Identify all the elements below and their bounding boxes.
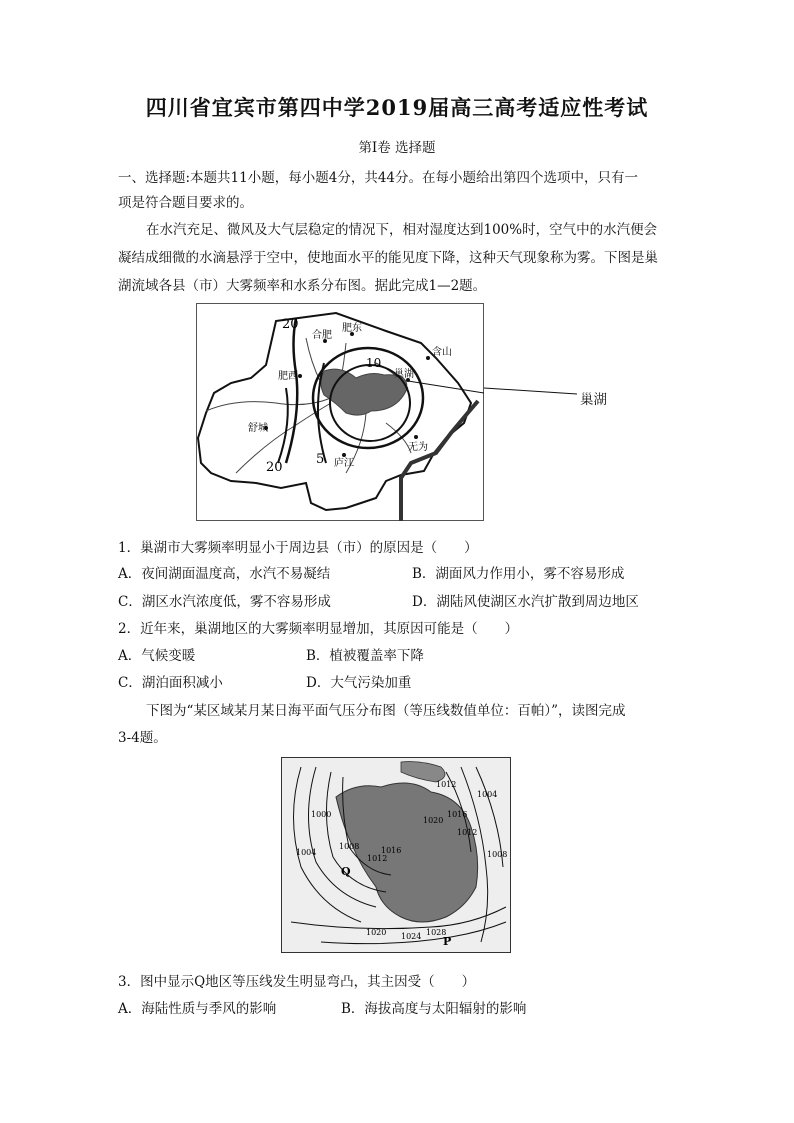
q2-option-a[interactable]: A．气候变暖 (118, 648, 196, 664)
q2-option-b[interactable]: B．植被覆盖率下降 (306, 648, 424, 664)
town-label: 合肥 (312, 330, 332, 341)
instructions-line-2: 项是符合题目要求的。 (118, 195, 253, 211)
passage1-line-1: 在水汽充足、微风及大气层稳定的情况下，相对湿度达到100%时，空气中的水汽便会 (146, 222, 658, 238)
town-label: 含山 (432, 347, 452, 358)
passage1-line-3: 湖流域各县（市）大雾频率和水系分布图。据此完成1—2题。 (118, 278, 487, 294)
isobar-label: 1020 (366, 928, 387, 937)
town-label: 肥西 (278, 371, 298, 382)
isobar-label: 1028 (426, 928, 447, 937)
isobar-label: 1012 (367, 854, 388, 863)
chaohu-fog-map (196, 303, 484, 521)
q1-option-b[interactable]: B．湖面风力作用小，雾不容易形成 (412, 566, 625, 582)
callout-line (484, 386, 579, 396)
isobar-label: 1016 (381, 846, 402, 855)
town-label: 舒城 (248, 423, 268, 434)
q1-stem: 1．巢湖市大雾频率明显小于周边县（市）的原因是（ ） (118, 540, 478, 556)
isobar-label: 1012 (436, 780, 457, 789)
contour-label: 5 (316, 452, 325, 467)
isobar-label: 1000 (311, 810, 332, 819)
town-label: 巢湖 (394, 369, 414, 380)
q2-option-c[interactable]: C．湖泊面积减小 (118, 675, 223, 691)
town-label: 无为 (408, 442, 428, 453)
pressure-map (281, 757, 511, 953)
passage2-line-1: 下图为“某区域某月某日海平面气压分布图（等压线数值单位：百帕）”，读图完成 (146, 703, 626, 719)
instructions-line-1: 一、选择题:本题共11小题，每小题4分，共44分。在每小题给出第四个选项中，只有一 (118, 170, 638, 186)
passage1-line-2: 凝结成细微的水滴悬浮于空中，使地面水平的能见度下降，这种天气现象称为雾。下图是巢 (118, 250, 658, 266)
q2-option-d[interactable]: D．大气污染加重 (306, 675, 412, 691)
isobar-label: 1024 (401, 932, 422, 941)
q1-option-d[interactable]: D．湖陆风使湖区水汽扩散到周边地区 (412, 594, 639, 610)
isobar-label: 1016 (447, 810, 468, 819)
contour-label: 20 (282, 317, 299, 332)
contour-label: 10 (366, 356, 382, 370)
q1-option-a[interactable]: A．夜间湖面温度高，水汽不易凝结 (118, 566, 331, 582)
isobar-label: 1020 (423, 816, 444, 825)
q2-stem: 2．近年来，巢湖地区的大雾频率明显增加，其原因可能是（ ） (118, 621, 519, 637)
town-label: 庐江 (334, 458, 354, 469)
isobar-label: 1004 (477, 790, 498, 799)
q3-option-a[interactable]: A．海陆性质与季风的影响 (118, 1001, 277, 1017)
point-p-label: P (443, 935, 452, 948)
contour-label: 20 (266, 460, 283, 475)
passage2-line-2: 3-4题。 (118, 730, 167, 746)
q3-stem: 3．图中显示Q地区等压线发生明显弯凸，其主因受（ ） (118, 974, 476, 990)
isobar-label: 1004 (296, 848, 317, 857)
page-title: 四川省宜宾市第四中学2019届高三高考适应性考试 (145, 95, 649, 120)
town-label: 肥东 (342, 323, 362, 334)
section-title: 第Ⅰ卷 选择题 (358, 140, 436, 156)
chaohu-callout-label: 巢湖 (580, 392, 607, 408)
q3-option-b[interactable]: B．海拔高度与太阳辐射的影响 (341, 1001, 527, 1017)
q1-option-c[interactable]: C．湖区水汽浓度低，雾不容易形成 (118, 594, 331, 610)
point-q-label: Q (341, 865, 351, 878)
isobar-label: 1008 (487, 850, 508, 859)
isobar-label: 1012 (457, 828, 478, 837)
isobar-label: 1008 (339, 842, 360, 851)
